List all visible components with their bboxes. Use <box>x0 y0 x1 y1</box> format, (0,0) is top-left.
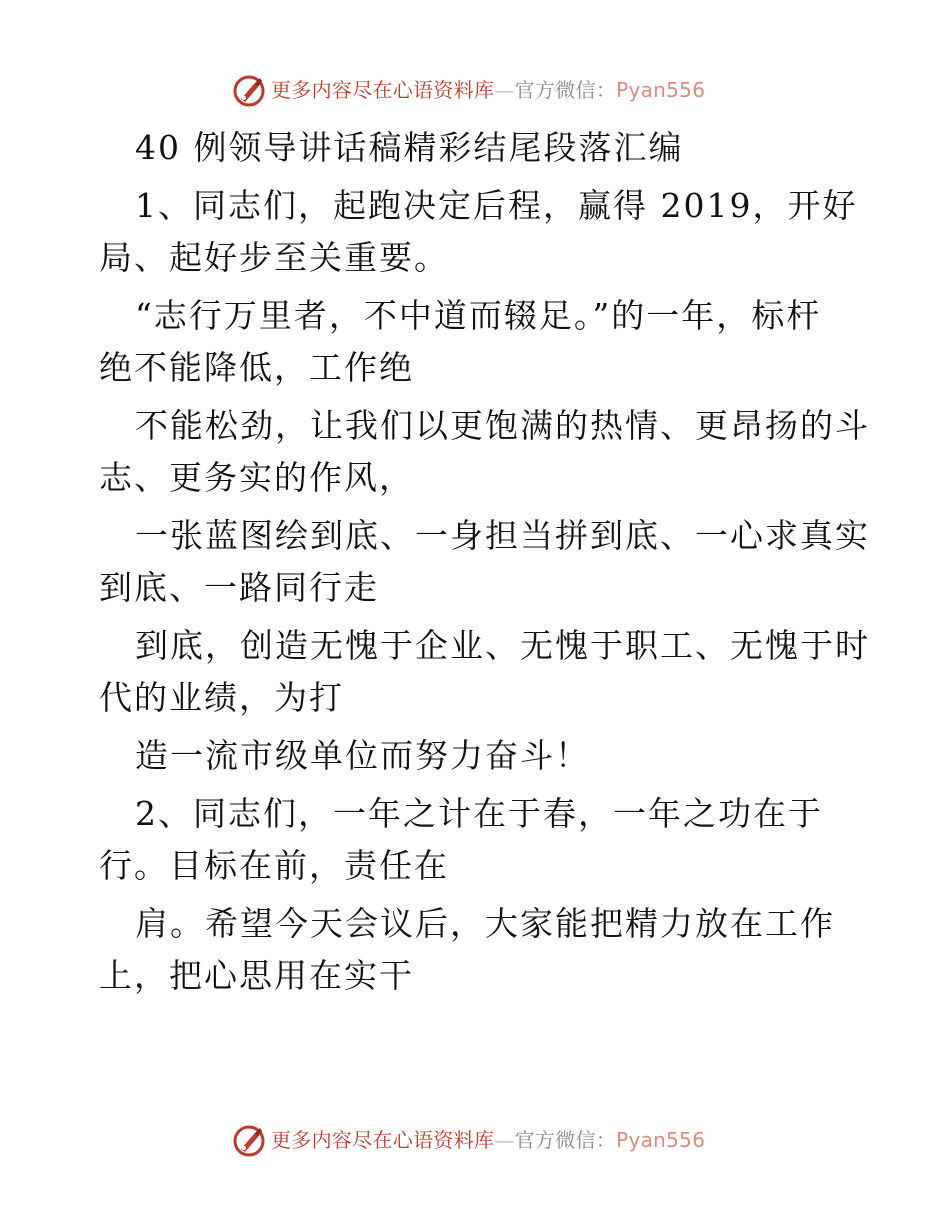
paragraph-line: “志行万里者，不中道而辍足。”的一年，标杆 <box>135 296 822 335</box>
header-banner <box>0 72 950 108</box>
header-wechat-label: 官方微信： <box>514 78 617 102</box>
paragraph-line: 绝不能降低，工作绝 <box>99 348 414 387</box>
paragraph-line: 局、起好步至关重要。 <box>99 238 449 277</box>
paragraph-line: 不能松劲，让我们以更饱满的热情、更昂扬的斗 <box>135 406 870 445</box>
paragraph-line: 到底、一路同行走 <box>99 568 379 607</box>
paragraph-line: 代的业绩，为打 <box>99 678 344 717</box>
header-separator: — <box>494 78 515 102</box>
header-text <box>271 78 705 102</box>
paragraph-line: 一张蓝图绘到底、一身担当拼到底、一心求真实 <box>135 516 870 555</box>
pen-logo-icon <box>232 74 266 108</box>
document-body <box>99 122 870 1002</box>
footer-wechat-label: 官方微信： <box>514 1128 617 1152</box>
paragraph-line: 到底，创造无愧于企业、无愧于职工、无愧于时 <box>135 626 870 665</box>
footer-site-text: 更多内容尽在心语资料库 <box>271 1128 495 1152</box>
paragraph-line: 志、更务实的作风， <box>99 458 414 497</box>
pen-logo-icon <box>232 1124 266 1158</box>
paragraph-line: 上，把心思用在实干 <box>99 956 414 995</box>
paragraph-line: 1、同志们，起跑决定后程，赢得 2019，开好 <box>135 186 858 225</box>
paragraph-line: 行。目标在前，责任在 <box>99 846 449 885</box>
footer-wechat-id: Pyan556 <box>616 1128 706 1152</box>
footer-banner <box>0 1122 950 1158</box>
header-wechat-id: Pyan556 <box>616 78 706 102</box>
footer-text <box>271 1128 705 1152</box>
document-title: 40 例领导讲话稿精彩结尾段落汇编 <box>135 128 684 167</box>
paragraph-line: 造一流市级单位而努力奋斗！ <box>135 736 590 775</box>
paragraph-line: 2、同志们，一年之计在于春，一年之功在于 <box>135 794 823 833</box>
paragraph-line: 肩。希望今天会议后，大家能把精力放在工作 <box>135 904 835 943</box>
header-site-text: 更多内容尽在心语资料库 <box>271 78 495 102</box>
footer-separator: — <box>494 1128 515 1152</box>
